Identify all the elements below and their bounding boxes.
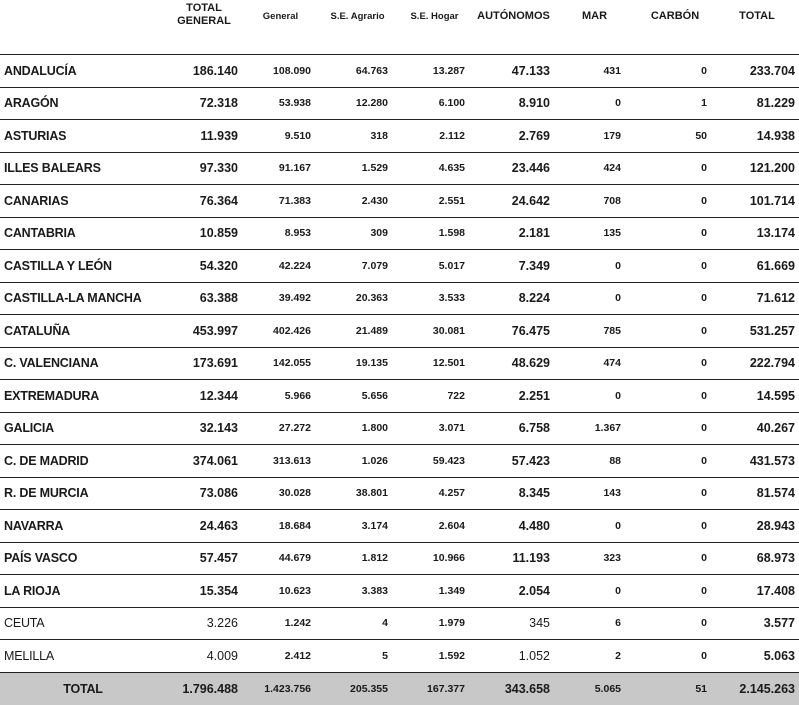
total-cell: 14.595 — [715, 380, 799, 413]
mar-cell: 0 — [554, 510, 635, 543]
mar-cell: 2 — [554, 640, 635, 673]
region-cell: ARAGÓN — [0, 87, 166, 120]
carbon-cell: 0 — [635, 217, 715, 250]
carbon-cell: 0 — [635, 185, 715, 218]
carbon-cell: 0 — [635, 412, 715, 445]
total-cell: 71.612 — [715, 282, 799, 315]
se-agrario-cell: 205.355 — [319, 672, 396, 705]
general-cell: 18.684 — [242, 510, 319, 543]
region-cell: NAVARRA — [0, 510, 166, 543]
autonomos-cell: 8.345 — [473, 477, 554, 510]
region-cell: MELILLA — [0, 640, 166, 673]
se-agrario-cell: 3.174 — [319, 510, 396, 543]
header-carbon: CARBÓN — [650, 10, 700, 22]
total-general-cell: 32.143 — [166, 412, 242, 445]
total-cell: 2.145.263 — [715, 672, 799, 705]
mar-cell: 474 — [554, 347, 635, 380]
carbon-cell: 1 — [635, 87, 715, 120]
mar-cell: 1.367 — [554, 412, 635, 445]
se-agrario-cell: 7.079 — [319, 250, 396, 283]
se-hogar-cell: 13.287 — [396, 55, 473, 88]
table-row — [0, 250, 799, 283]
general-cell: 10.623 — [242, 575, 319, 608]
total-general-cell: 15.354 — [166, 575, 242, 608]
total-general-cell: 63.388 — [166, 282, 242, 315]
autonomos-cell: 2.769 — [473, 120, 554, 153]
carbon-cell: 0 — [635, 55, 715, 88]
carbon-cell: 0 — [635, 282, 715, 315]
se-hogar-cell: 5.017 — [396, 250, 473, 283]
general-cell: 30.028 — [242, 477, 319, 510]
table-row — [0, 477, 799, 510]
carbon-cell: 0 — [635, 510, 715, 543]
carbon-cell: 0 — [635, 575, 715, 608]
mar-cell: 323 — [554, 542, 635, 575]
se-hogar-cell: 1.592 — [396, 640, 473, 673]
carbon-cell: 0 — [635, 315, 715, 348]
mar-cell: 431 — [554, 55, 635, 88]
se-hogar-cell: 3.071 — [396, 412, 473, 445]
total-cell: 61.669 — [715, 250, 799, 283]
region-cell: ASTURIAS — [0, 120, 166, 153]
total-cell: 81.229 — [715, 87, 799, 120]
mar-cell: 179 — [554, 120, 635, 153]
autonomos-cell: 8.224 — [473, 282, 554, 315]
total-cell: 222.794 — [715, 347, 799, 380]
mar-cell: 143 — [554, 477, 635, 510]
se-agrario-cell: 20.363 — [319, 282, 396, 315]
se-hogar-cell: 2.112 — [396, 120, 473, 153]
general-cell: 71.383 — [242, 185, 319, 218]
total-cell: 5.063 — [715, 640, 799, 673]
carbon-cell: 0 — [635, 380, 715, 413]
table-row — [0, 347, 799, 380]
table-row — [0, 282, 799, 315]
region-cell: PAÍS VASCO — [0, 542, 166, 575]
se-agrario-cell: 5 — [319, 640, 396, 673]
se-hogar-cell: 1.979 — [396, 607, 473, 640]
carbon-cell: 0 — [635, 445, 715, 478]
se-agrario-cell: 4 — [319, 607, 396, 640]
carbon-cell: 0 — [635, 152, 715, 185]
se-agrario-cell: 12.280 — [319, 87, 396, 120]
total-cell: 431.573 — [715, 445, 799, 478]
se-hogar-cell: 30.081 — [396, 315, 473, 348]
region-cell: C. VALENCIANA — [0, 347, 166, 380]
general-cell: 42.224 — [242, 250, 319, 283]
general-cell: 53.938 — [242, 87, 319, 120]
se-hogar-cell: 3.533 — [396, 282, 473, 315]
region-cell: LA RIOJA — [0, 575, 166, 608]
se-agrario-cell: 2.430 — [319, 185, 396, 218]
region-cell: CATALUÑA — [0, 315, 166, 348]
autonomos-cell: 343.658 — [473, 672, 554, 705]
general-cell: 39.492 — [242, 282, 319, 315]
carbon-cell: 50 — [635, 120, 715, 153]
general-cell: 91.167 — [242, 152, 319, 185]
total-cell: 28.943 — [715, 510, 799, 543]
total-general-cell: 3.226 — [166, 607, 242, 640]
se-agrario-cell: 64.763 — [319, 55, 396, 88]
mar-cell: 0 — [554, 282, 635, 315]
general-cell: 8.953 — [242, 217, 319, 250]
autonomos-cell: 57.423 — [473, 445, 554, 478]
autonomos-cell: 2.054 — [473, 575, 554, 608]
carbon-cell: 0 — [635, 607, 715, 640]
se-agrario-cell: 21.489 — [319, 315, 396, 348]
total-general-cell: 12.344 — [166, 380, 242, 413]
autonomos-cell: 2.181 — [473, 217, 554, 250]
mar-cell: 424 — [554, 152, 635, 185]
total-general-cell: 54.320 — [166, 250, 242, 283]
mar-cell: 88 — [554, 445, 635, 478]
header-total: TOTAL — [739, 10, 775, 22]
total-general-cell: 374.061 — [166, 445, 242, 478]
autonomos-cell: 1.052 — [473, 640, 554, 673]
autonomos-cell: 76.475 — [473, 315, 554, 348]
total-cell: 101.714 — [715, 185, 799, 218]
autonomos-cell: 11.193 — [473, 542, 554, 575]
total-general-cell: 72.318 — [166, 87, 242, 120]
se-hogar-cell: 2.551 — [396, 185, 473, 218]
se-agrario-cell: 19.135 — [319, 347, 396, 380]
table-row — [0, 607, 799, 640]
se-agrario-cell: 38.801 — [319, 477, 396, 510]
table-row — [0, 315, 799, 348]
header-total-general: TOTAL GENERAL — [177, 2, 231, 27]
autonomos-cell: 345 — [473, 607, 554, 640]
total-general-cell: 4.009 — [166, 640, 242, 673]
region-cell: CEUTA — [0, 607, 166, 640]
carbon-cell: 0 — [635, 477, 715, 510]
general-cell: 44.679 — [242, 542, 319, 575]
se-hogar-cell: 12.501 — [396, 347, 473, 380]
general-cell: 2.412 — [242, 640, 319, 673]
autonomos-cell: 47.133 — [473, 55, 554, 88]
se-hogar-cell: 4.635 — [396, 152, 473, 185]
general-cell: 402.426 — [242, 315, 319, 348]
region-cell: CASTILLA Y LEÓN — [0, 250, 166, 283]
region-cell: ANDALUCÍA — [0, 55, 166, 88]
table-row — [0, 510, 799, 543]
mar-cell: 0 — [554, 250, 635, 283]
header-se-agrario: S.E. Agrario — [330, 11, 385, 22]
mar-cell: 135 — [554, 217, 635, 250]
header-general: General — [262, 11, 299, 22]
general-cell: 5.966 — [242, 380, 319, 413]
general-cell: 9.510 — [242, 120, 319, 153]
general-cell: 313.613 — [242, 445, 319, 478]
table-row — [0, 575, 799, 608]
se-agrario-cell: 3.383 — [319, 575, 396, 608]
se-hogar-cell: 4.257 — [396, 477, 473, 510]
table-row — [0, 185, 799, 218]
total-general-cell: 57.457 — [166, 542, 242, 575]
se-agrario-cell: 309 — [319, 217, 396, 250]
se-hogar-cell: 2.604 — [396, 510, 473, 543]
region-cell: TOTAL — [0, 672, 166, 705]
se-agrario-cell: 1.026 — [319, 445, 396, 478]
header-mar: MAR — [581, 10, 608, 22]
se-hogar-cell: 6.100 — [396, 87, 473, 120]
se-agrario-cell: 5.656 — [319, 380, 396, 413]
se-agrario-cell: 1.812 — [319, 542, 396, 575]
region-cell: GALICIA — [0, 412, 166, 445]
total-cell: 3.577 — [715, 607, 799, 640]
total-cell: 121.200 — [715, 152, 799, 185]
header-row — [0, 0, 799, 55]
total-row — [0, 672, 799, 705]
autonomos-cell: 24.642 — [473, 185, 554, 218]
mar-cell: 6 — [554, 607, 635, 640]
total-general-cell: 97.330 — [166, 152, 242, 185]
autonomos-cell: 4.480 — [473, 510, 554, 543]
mar-cell: 708 — [554, 185, 635, 218]
region-cell: R. DE MURCIA — [0, 477, 166, 510]
se-hogar-cell: 1.598 — [396, 217, 473, 250]
autonomos-cell: 23.446 — [473, 152, 554, 185]
total-cell: 531.257 — [715, 315, 799, 348]
se-hogar-cell: 722 — [396, 380, 473, 413]
table-row — [0, 542, 799, 575]
total-cell: 81.574 — [715, 477, 799, 510]
region-cell: C. DE MADRID — [0, 445, 166, 478]
general-cell: 108.090 — [242, 55, 319, 88]
header-region — [0, 0, 166, 55]
table-row — [0, 445, 799, 478]
mar-cell: 0 — [554, 87, 635, 120]
total-cell: 40.267 — [715, 412, 799, 445]
table-row — [0, 217, 799, 250]
autonomos-cell: 48.629 — [473, 347, 554, 380]
total-general-cell: 1.796.488 — [166, 672, 242, 705]
mar-cell: 0 — [554, 575, 635, 608]
carbon-cell: 0 — [635, 542, 715, 575]
autonomos-cell: 6.758 — [473, 412, 554, 445]
general-cell: 27.272 — [242, 412, 319, 445]
general-cell: 1.423.756 — [242, 672, 319, 705]
header-se-hogar: S.E. Hogar — [410, 11, 459, 22]
table-row — [0, 412, 799, 445]
general-cell: 142.055 — [242, 347, 319, 380]
carbon-cell: 0 — [635, 347, 715, 380]
region-cell: CANARIAS — [0, 185, 166, 218]
se-hogar-cell: 1.349 — [396, 575, 473, 608]
total-general-cell: 173.691 — [166, 347, 242, 380]
table-row — [0, 55, 799, 88]
mar-cell: 785 — [554, 315, 635, 348]
table-row — [0, 120, 799, 153]
autonomos-cell: 7.349 — [473, 250, 554, 283]
table-row — [0, 380, 799, 413]
se-hogar-cell: 167.377 — [396, 672, 473, 705]
table-row — [0, 640, 799, 673]
se-agrario-cell: 318 — [319, 120, 396, 153]
mar-cell: 0 — [554, 380, 635, 413]
region-cell: CANTABRIA — [0, 217, 166, 250]
total-cell: 13.174 — [715, 217, 799, 250]
total-general-cell: 11.939 — [166, 120, 242, 153]
region-cell: CASTILLA-LA MANCHA — [0, 282, 166, 315]
total-cell: 17.408 — [715, 575, 799, 608]
total-general-cell: 73.086 — [166, 477, 242, 510]
carbon-cell: 51 — [635, 672, 715, 705]
total-general-cell: 10.859 — [166, 217, 242, 250]
total-cell: 68.973 — [715, 542, 799, 575]
mar-cell: 5.065 — [554, 672, 635, 705]
table-row — [0, 87, 799, 120]
autonomos-cell: 2.251 — [473, 380, 554, 413]
total-general-cell: 186.140 — [166, 55, 242, 88]
se-agrario-cell: 1.800 — [319, 412, 396, 445]
total-general-cell: 24.463 — [166, 510, 242, 543]
se-hogar-cell: 59.423 — [396, 445, 473, 478]
se-agrario-cell: 1.529 — [319, 152, 396, 185]
carbon-cell: 0 — [635, 640, 715, 673]
total-cell: 233.704 — [715, 55, 799, 88]
se-hogar-cell: 10.966 — [396, 542, 473, 575]
region-cell: EXTREMADURA — [0, 380, 166, 413]
total-general-cell: 76.364 — [166, 185, 242, 218]
carbon-cell: 0 — [635, 250, 715, 283]
total-general-cell: 453.997 — [166, 315, 242, 348]
table-row — [0, 152, 799, 185]
header-autonomos: AUTÓNOMOS — [477, 10, 550, 22]
autonomos-cell: 8.910 — [473, 87, 554, 120]
total-cell: 14.938 — [715, 120, 799, 153]
region-cell: ILLES BALEARS — [0, 152, 166, 185]
general-cell: 1.242 — [242, 607, 319, 640]
